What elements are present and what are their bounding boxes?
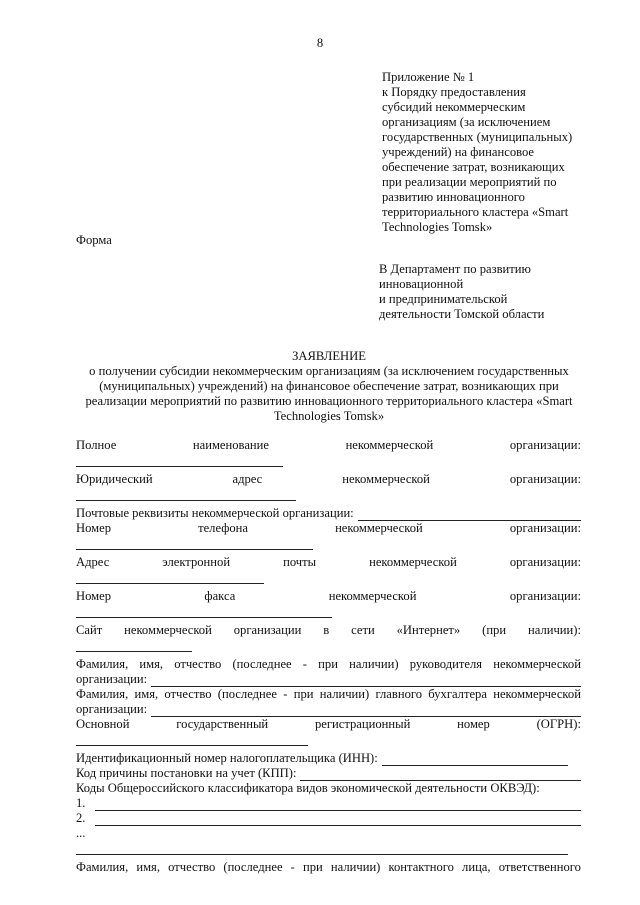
legal-address-label: Юридический адрес некоммерческой организации: [76, 472, 581, 486]
head-fio-row: организации: [76, 672, 581, 687]
accountant-fio-label: Фамилия, имя, отчество (последнее - при наличии) главного бухгалтера некоммерческой [76, 687, 581, 701]
kpp-label: Код причины постановки на учет (КПП): [76, 766, 297, 780]
okved-input-line-3[interactable] [76, 841, 568, 855]
document-subtitle: о получении субсидии некоммерческим организациям (за исключением государственных (муниципальных) учреждений) на финансовое обеспечение затрат, возникающих при реализации мероприятий по развитию инновационного территориального кластера «Smart Technologies Tomsk» [85, 364, 573, 423]
accountant-fio-row: организации: [76, 702, 581, 717]
addressee-line: В Департамент по развитию [379, 262, 531, 276]
appendix-line: учреждений) на финансовое [382, 145, 535, 159]
okved-item-1: 1. [76, 796, 581, 811]
okved-label: Коды Общероссийского классификатора видов экономической деятельности ОКВЭД): [76, 781, 540, 795]
legal-address-input-line[interactable] [76, 487, 296, 501]
okved-item-2: 2. [76, 811, 581, 826]
okved-input-line-2[interactable] [95, 813, 581, 826]
inn-label: Идентификационный номер налогоплательщика (ИНН): [76, 751, 378, 765]
addressee-block [379, 262, 599, 322]
appendix-block [382, 70, 602, 235]
email-input-line[interactable] [76, 570, 264, 584]
head-fio-input-line[interactable] [151, 674, 581, 687]
postal-details-row [76, 506, 581, 521]
ogrn-label: Основной государственный регистрационный номер (ОГРН): [76, 717, 581, 731]
okved-input-line-1[interactable] [95, 798, 581, 811]
head-fio-label: Фамилия, имя, отчество (последнее - при наличии) руководителя некоммерческой [76, 657, 581, 671]
appendix-line: государственных (муниципальных) [382, 130, 573, 144]
addressee-line: деятельности Томской области [379, 307, 545, 321]
appendix-line: территориального кластера «Smart [382, 205, 569, 219]
phone-label: Номер телефона некоммерческой организации: [76, 521, 581, 535]
appendix-line: при реализации мероприятий по [382, 175, 557, 189]
ogrn-input-line[interactable] [76, 732, 308, 746]
inn-row [76, 751, 581, 766]
document-title: ЗАЯВЛЕНИЕ [292, 349, 366, 363]
phone-input-line[interactable] [76, 536, 313, 550]
okved-ellipsis: ... [76, 826, 86, 840]
addressee-line: и предпринимательской [379, 292, 508, 306]
full-name-input-line[interactable] [76, 453, 283, 467]
page-number: 8 [316, 36, 324, 50]
kpp-input-line[interactable] [300, 768, 581, 781]
kpp-row [76, 766, 581, 781]
postal-details-label: Почтовые реквизиты некоммерческой организации: [76, 506, 354, 520]
appendix-line: Technologies Tomsk» [382, 220, 493, 234]
application-fields [76, 438, 581, 875]
appendix-line: Приложение № 1 [382, 70, 475, 84]
full-name-label: Полное наименование некоммерческой организации: [76, 438, 581, 452]
appendix-line: развитию инновационного [382, 190, 525, 204]
fax-input-line[interactable] [76, 604, 332, 618]
addressee-line: инновационной [379, 277, 464, 291]
email-label: Адрес электронной почты некоммерческой организации: [76, 555, 581, 569]
appendix-line: субсидий некоммерческим [382, 100, 526, 114]
fax-label: Номер факса некоммерческой организации: [76, 589, 581, 603]
form-label: Форма [76, 233, 112, 247]
contact-fio-label: Фамилия, имя, отчество (последнее - при наличии) контактного лица, ответственного [76, 860, 581, 874]
appendix-line: обеспечение затрат, возникающих [382, 160, 565, 174]
website-input-line[interactable] [76, 638, 192, 652]
appendix-line: к Порядку предоставления [382, 85, 526, 99]
website-label: Сайт некоммерческой организации в сети «Интернет» (при наличии): [76, 623, 581, 637]
inn-input-line[interactable] [382, 753, 568, 766]
postal-details-input-line[interactable] [358, 508, 581, 521]
appendix-line: организациям (за исключением [382, 115, 551, 129]
accountant-fio-input-line[interactable] [151, 704, 581, 717]
